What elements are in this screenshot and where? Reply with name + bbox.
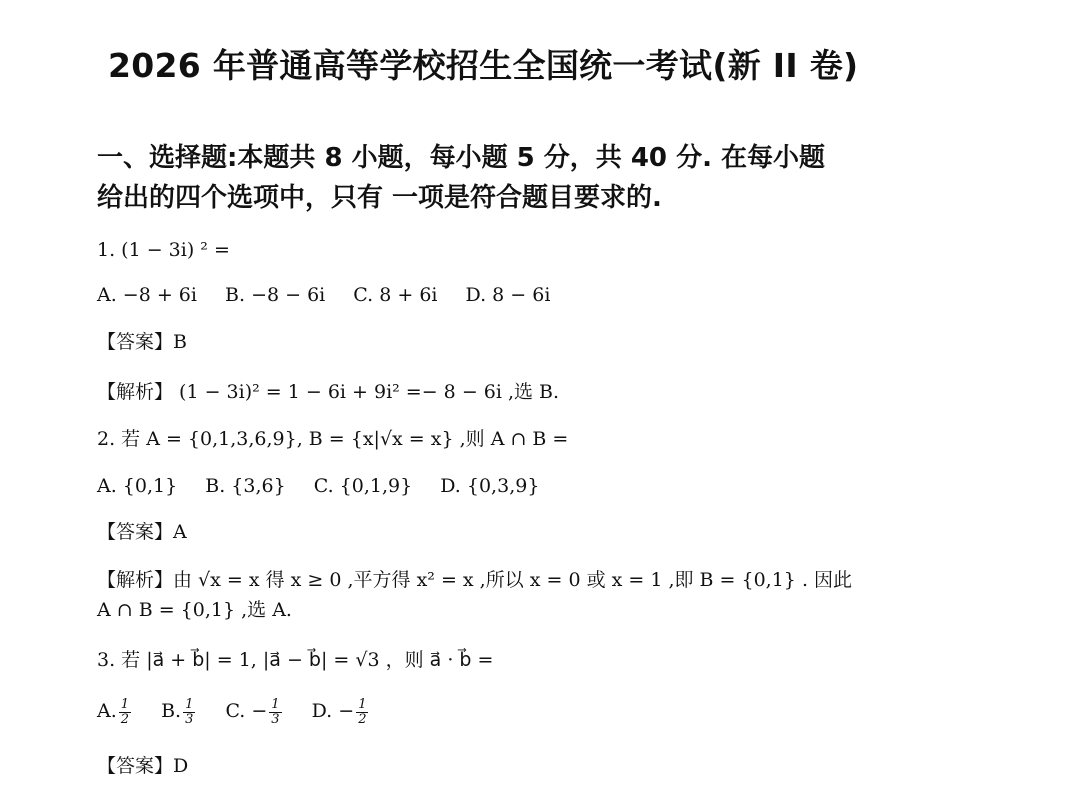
q1-option-d: D. 8 − 6i	[465, 284, 551, 306]
q3-option-b-numerator: 1	[185, 696, 194, 712]
q3-option-d	[311, 696, 371, 727]
q2-option-d: D. {0,3,9}	[440, 475, 540, 497]
q3-stem: 3. 若 |a⃗ + b⃗| = 1, |a⃗ − b⃗| = √3 ，则 a⃗ · b⃗ =	[97, 649, 494, 671]
q3-option-b-denominator: 3	[185, 711, 194, 727]
q3-option-d-denominator: 2	[358, 711, 367, 727]
q3-option-c-prefix: C. −	[225, 700, 268, 722]
q1-analysis: 【解析】 (1 − 3i)² = 1 − 6i + 9i² =− 8 − 6i ,选 B.	[97, 381, 560, 403]
q3-option-a	[97, 696, 139, 727]
q1-options	[97, 281, 572, 309]
q3-option-a-denominator: 2	[120, 711, 130, 727]
section-heading-line-1: 一、选择题:本题共 8 小题，每小题 5 分，共 40 分. 在每小题	[97, 143, 826, 173]
exam-title: 2026 年普通高等学校招生全国统一考试(新 II 卷)	[108, 46, 859, 85]
q2-options	[97, 472, 561, 500]
q2-analysis-line-1: 【解析】由 √x = x 得 x ≥ 0 ,平方得 x² = x ,所以 x = 0 或 x = 1 ,即 B = {0,1} . 因此	[97, 569, 853, 591]
q3-option-a-prefix: A.	[97, 700, 117, 722]
q3-answer: 【答案】D	[97, 755, 189, 777]
q2-stem: 2. 若 A = {0,1,3,6,9}, B = {x|√x = x} ,则 A ∩ B =	[97, 428, 569, 450]
q2-answer: 【答案】A	[97, 521, 187, 543]
q3-option-b-fraction	[183, 698, 195, 727]
q3-option-c-denominator: 3	[271, 711, 280, 727]
q3-option-b	[161, 696, 203, 727]
q3-option-d-prefix: D. −	[311, 700, 355, 722]
q1-option-a: A. −8 + 6i	[97, 284, 197, 306]
q1-option-b: B. −8 − 6i	[225, 284, 326, 306]
q3-options	[97, 697, 392, 727]
q1-option-c: C. 8 + 6i	[353, 284, 438, 306]
q2-option-b: B. {3,6}	[205, 475, 286, 497]
q1-answer: 【答案】B	[97, 331, 187, 353]
q3-option-a-fraction	[119, 698, 131, 727]
q3-option-b-prefix: B.	[161, 700, 182, 722]
q3-option-c-fraction	[269, 698, 281, 727]
section-heading-line-2: 给出的四个选项中，只有 一项是符合题目要求的.	[97, 183, 662, 213]
section-heading	[97, 138, 957, 218]
q2-option-c: C. {0,1,9}	[313, 475, 413, 497]
q3-option-c-numerator: 1	[271, 696, 280, 712]
q2-analysis-line-2: A ∩ B = {0,1} ,选 A.	[97, 599, 292, 621]
q3-option-c	[225, 696, 289, 727]
q3-option-a-numerator: 1	[120, 696, 130, 712]
q3-option-d-numerator: 1	[358, 696, 367, 712]
q3-option-d-fraction	[356, 698, 368, 727]
q2-option-a: A. {0,1}	[97, 475, 178, 497]
q1-stem: 1. (1 − 3i) ² =	[97, 239, 230, 261]
